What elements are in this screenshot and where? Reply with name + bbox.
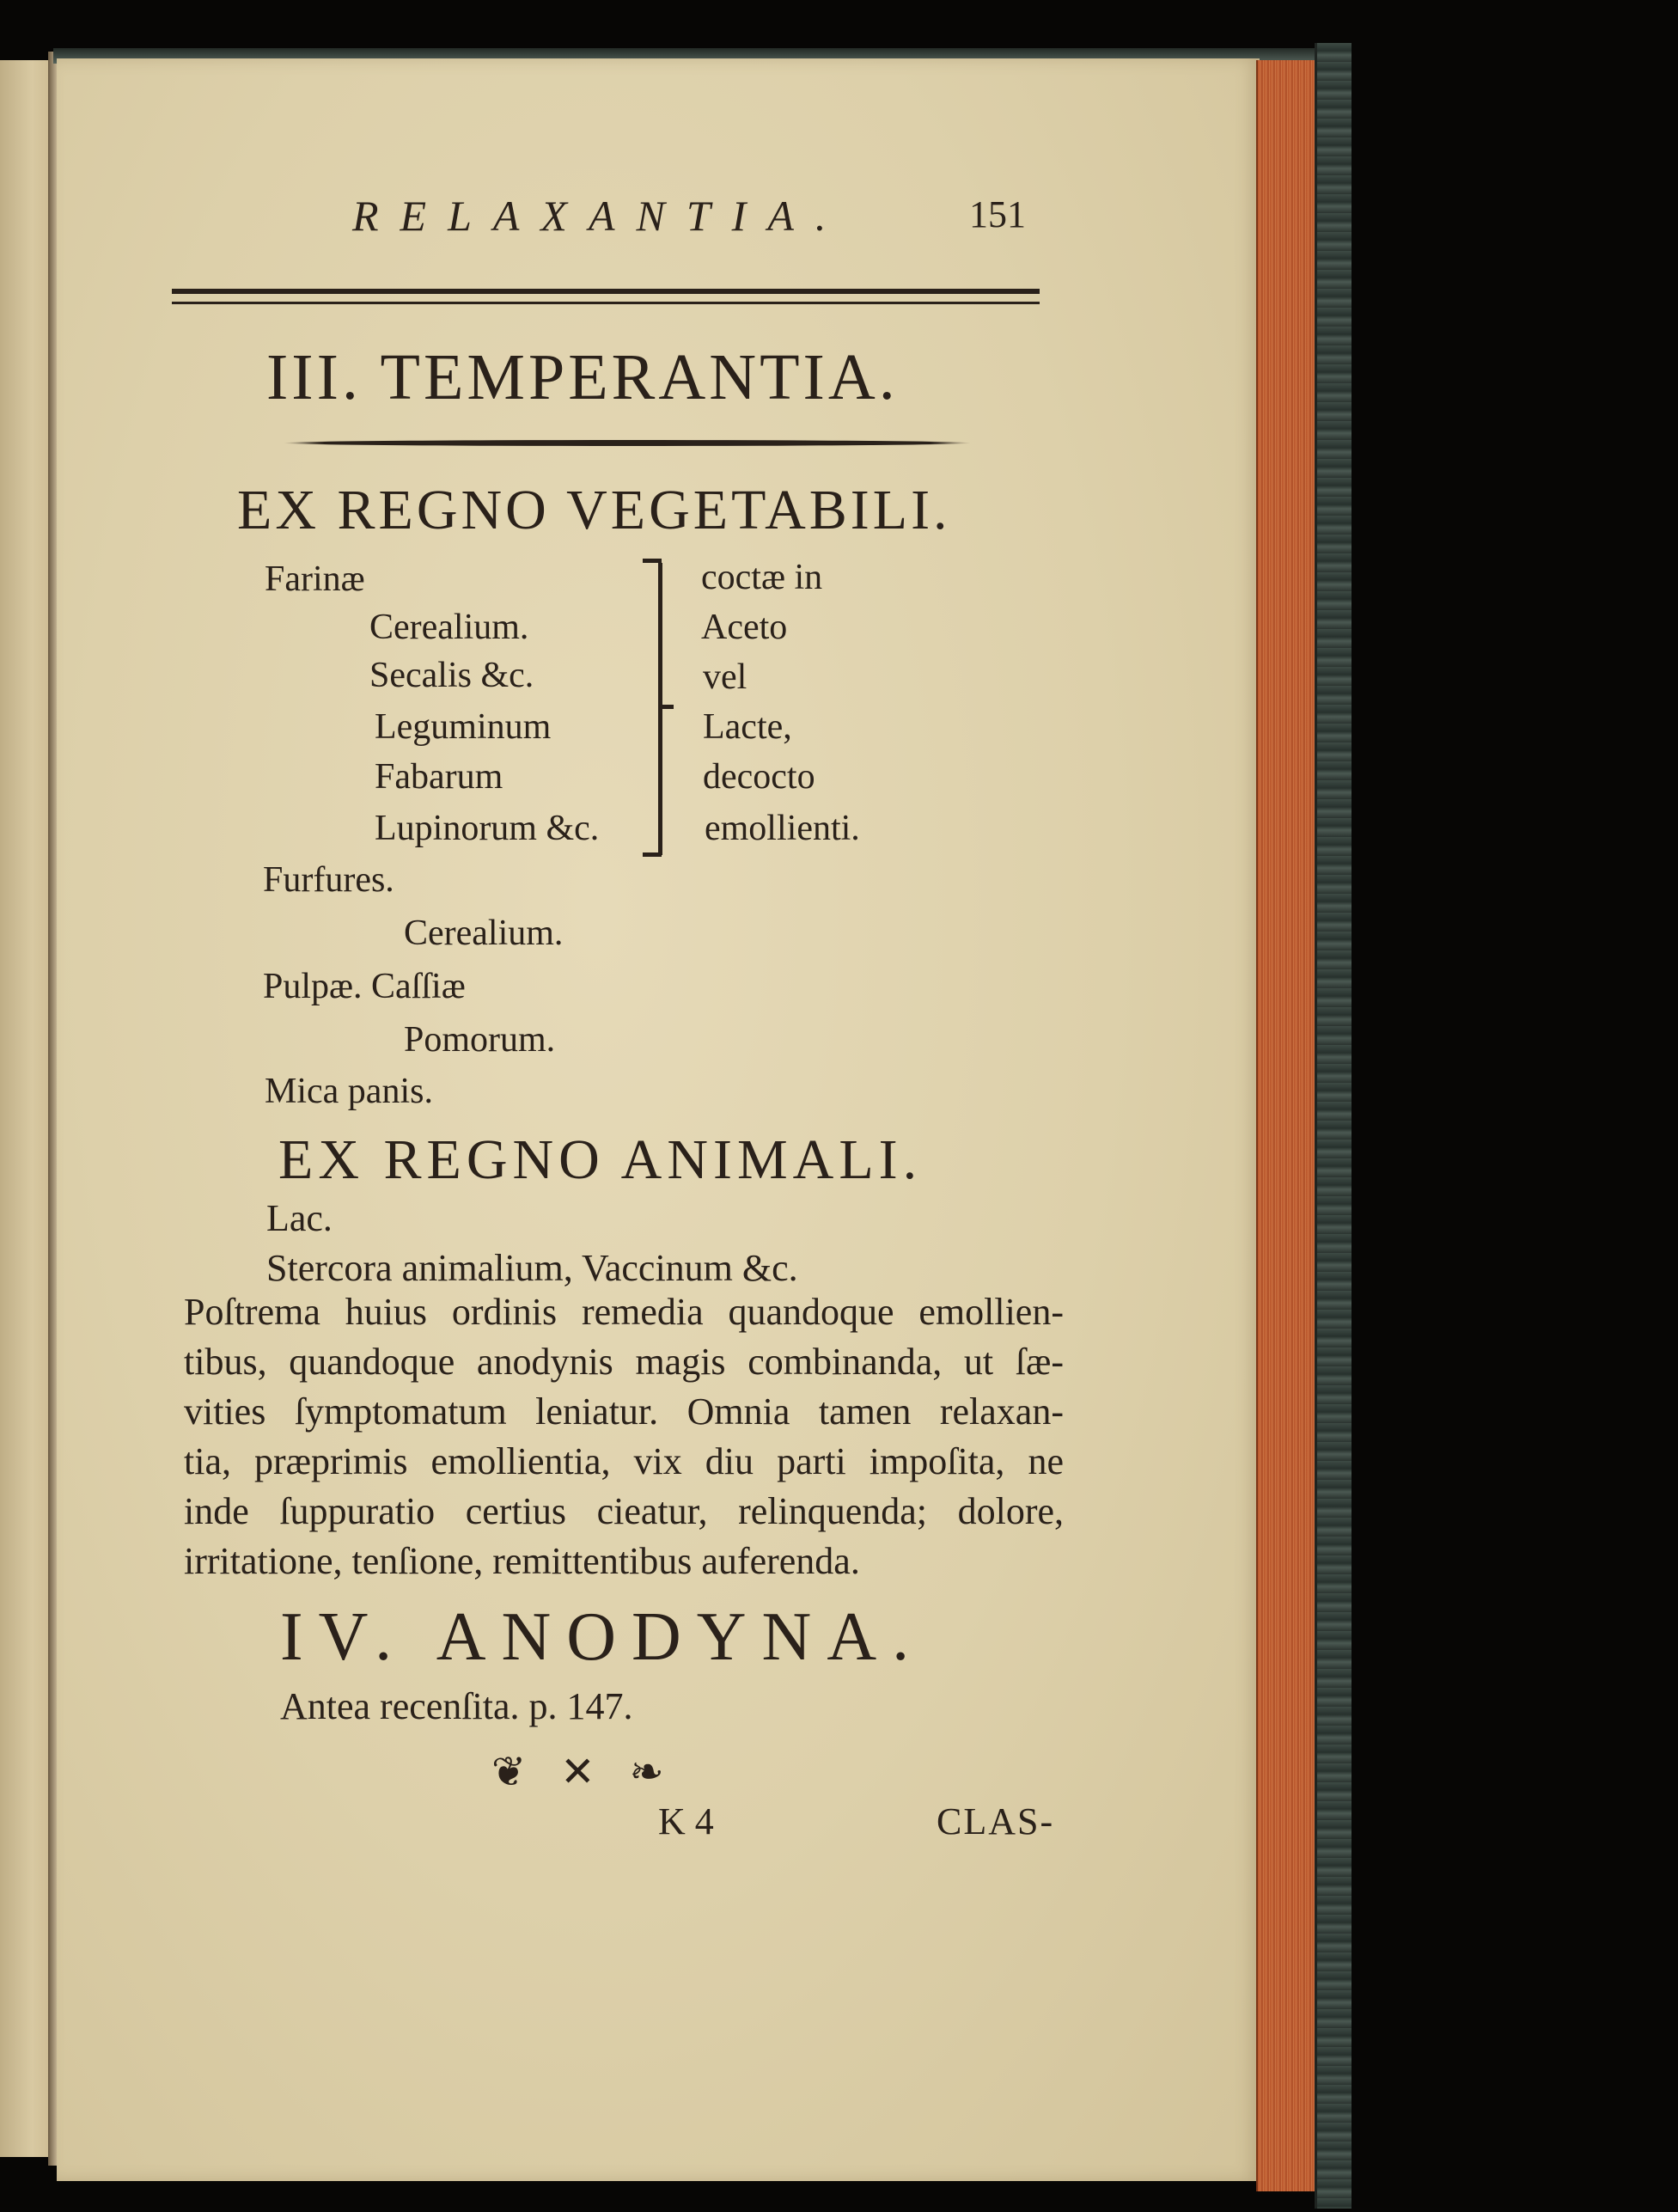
paragraph-line: vities ſymptomatum leniatur. Omnia tamen relaxan- xyxy=(184,1390,1064,1433)
list-item: Leguminum xyxy=(375,707,552,747)
list-item: Aceto xyxy=(701,608,788,647)
list-item: Cerealium. xyxy=(404,914,564,953)
facing-page-edge xyxy=(0,60,53,2157)
signature-mark: K 4 xyxy=(658,1800,714,1842)
paragraph-line: inde ſuppuratio certius cieatur, relinquenda; dolore, xyxy=(184,1490,1064,1532)
list-item: Cerealium. xyxy=(369,608,529,647)
paragraph-line: tia, præprimis emollientia, vix diu parti impoſita, ne xyxy=(184,1440,1064,1482)
list-item: Lac. xyxy=(266,1197,333,1239)
page-number: 151 xyxy=(969,193,1026,235)
brace xyxy=(643,852,662,857)
list-item: Pulpæ. Caſſiæ xyxy=(263,967,466,1006)
printers-ornament-icon: ❦ ✕ ❧ xyxy=(491,1750,676,1795)
cross-reference: Antea recenſita. p. 147. xyxy=(280,1685,633,1727)
paragraph-line: tibus, quandoque anodynis magis combinanda, ut ſæ- xyxy=(184,1341,1064,1383)
list-item: Furfures. xyxy=(263,860,394,900)
running-head: RELAXANTIA. xyxy=(352,192,848,240)
tapered-rule xyxy=(284,440,971,446)
paragraph-line: irritatione, tenſione, remittentibus auferenda. xyxy=(184,1540,860,1582)
list-item: emollienti. xyxy=(705,809,860,848)
list-item: decocto xyxy=(703,757,815,797)
heading-regno-animali: EX REGNO ANIMALI. xyxy=(278,1128,923,1191)
catchword: CLAS- xyxy=(937,1800,1055,1842)
book-cover-spine xyxy=(1315,43,1352,2209)
body-paragraph xyxy=(184,1287,1064,1586)
brace xyxy=(658,563,662,855)
list-item: Stercora animalium, Vaccinum &c. xyxy=(266,1247,798,1289)
section-title-anodyna: IV. ANODYNA. xyxy=(280,1599,925,1675)
list-item: Farinæ xyxy=(265,559,365,599)
heading-regno-vegetabili: EX REGNO VEGETABILI. xyxy=(237,479,951,541)
list-item: Fabarum xyxy=(375,757,503,797)
list-item: Lacte, xyxy=(703,707,792,747)
list-item: Secalis &c. xyxy=(369,656,534,695)
list-item: coctæ in xyxy=(701,558,823,597)
list-item: Lupinorum &c. xyxy=(375,809,600,848)
paragraph-line: Poſtrema huius ordinis remedia quandoque emollien- xyxy=(184,1291,1064,1333)
list-item: vel xyxy=(703,657,747,697)
list-item: Pomorum. xyxy=(404,1020,556,1060)
list-item: Mica panis. xyxy=(265,1072,433,1111)
double-rule xyxy=(172,289,1040,304)
page-fore-edge xyxy=(1256,60,1318,2191)
section-title-temperantia: III. TEMPERANTIA. xyxy=(266,341,899,413)
brace xyxy=(660,705,674,709)
